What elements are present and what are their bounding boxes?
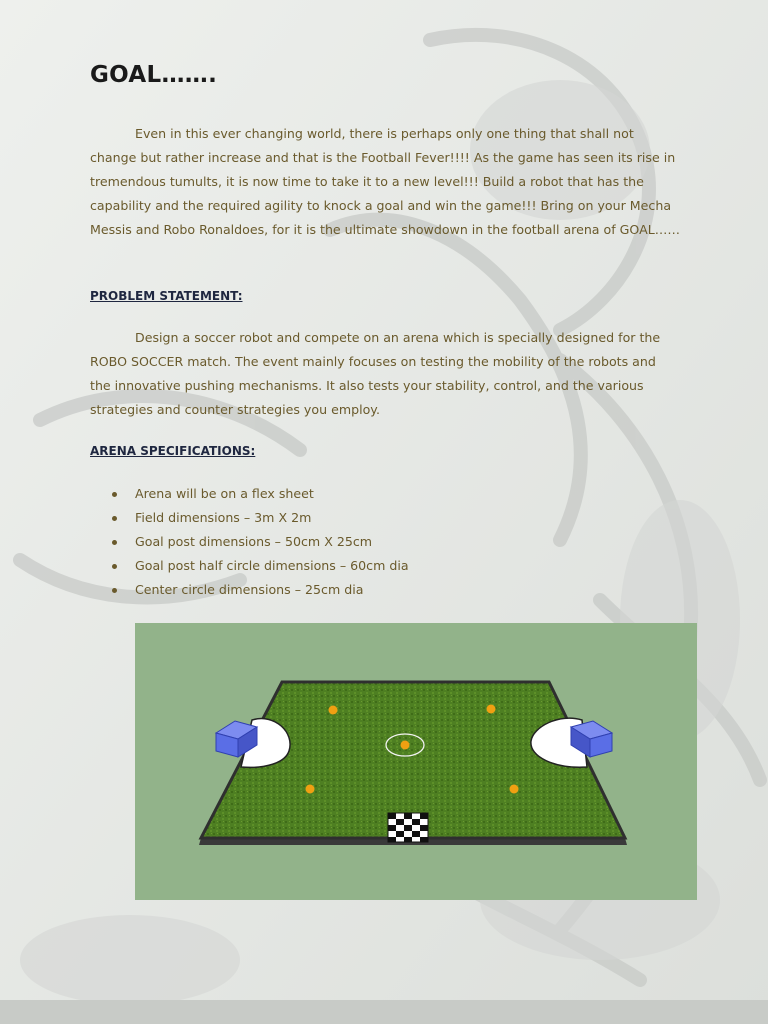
bullet-icon bbox=[112, 564, 117, 569]
list-item bbox=[90, 506, 409, 530]
arena-specs-list bbox=[90, 482, 409, 602]
problem-statement-paragraph: Design a soccer robot and compete on an arena which is specially designed for the ROBO SOCCER match. The event mainly focuses on testing the mobility of the robots and the innovative pushing mechanisms. It also tests your stability, control, and the various strategies and counter strategies you employ. bbox=[90, 330, 661, 417]
bullet-icon bbox=[112, 492, 117, 497]
list-item bbox=[90, 578, 409, 602]
field-marker bbox=[329, 706, 338, 715]
field-marker bbox=[401, 741, 410, 750]
problem-statement-heading: PROBLEM STATEMENT: bbox=[90, 289, 243, 303]
field-marker bbox=[306, 785, 315, 794]
list-item-text: Field dimensions – 3m X 2m bbox=[135, 510, 312, 525]
bullet-icon bbox=[112, 516, 117, 521]
list-item bbox=[90, 530, 409, 554]
list-item bbox=[90, 554, 409, 578]
intro-paragraph: Even in this ever changing world, there is perhaps only one thing that shall not change but rather increase and that is the Football Fever!!!! As the game has seen its rise in tremendous tumults, it is now time to take it to a new level!!! Build a robot that has the capability and the required agility to knock a goal and win the game!!! Bring on your Mecha Messis and Robo Ronaldoes, for it is the ultimate showdown in the football arena of GOAL…… bbox=[90, 126, 680, 237]
arena-figure bbox=[135, 623, 697, 900]
page-title: GOAL……. bbox=[90, 62, 218, 88]
list-item-text: Goal post dimensions – 50cm X 25cm bbox=[135, 534, 373, 549]
list-item bbox=[90, 482, 409, 506]
bullet-icon bbox=[112, 588, 117, 593]
list-item-text: Center circle dimensions – 25cm dia bbox=[135, 582, 364, 597]
list-item-text: Arena will be on a flex sheet bbox=[135, 486, 314, 501]
bullet-icon bbox=[112, 540, 117, 545]
arena-illustration bbox=[135, 623, 697, 900]
checkered-start-zone bbox=[388, 813, 428, 842]
field-marker bbox=[510, 785, 519, 794]
arena-specifications-heading: ARENA SPECIFICATIONS: bbox=[90, 444, 256, 458]
field-marker bbox=[487, 705, 496, 714]
list-item-text: Goal post half circle dimensions – 60cm dia bbox=[135, 558, 409, 573]
